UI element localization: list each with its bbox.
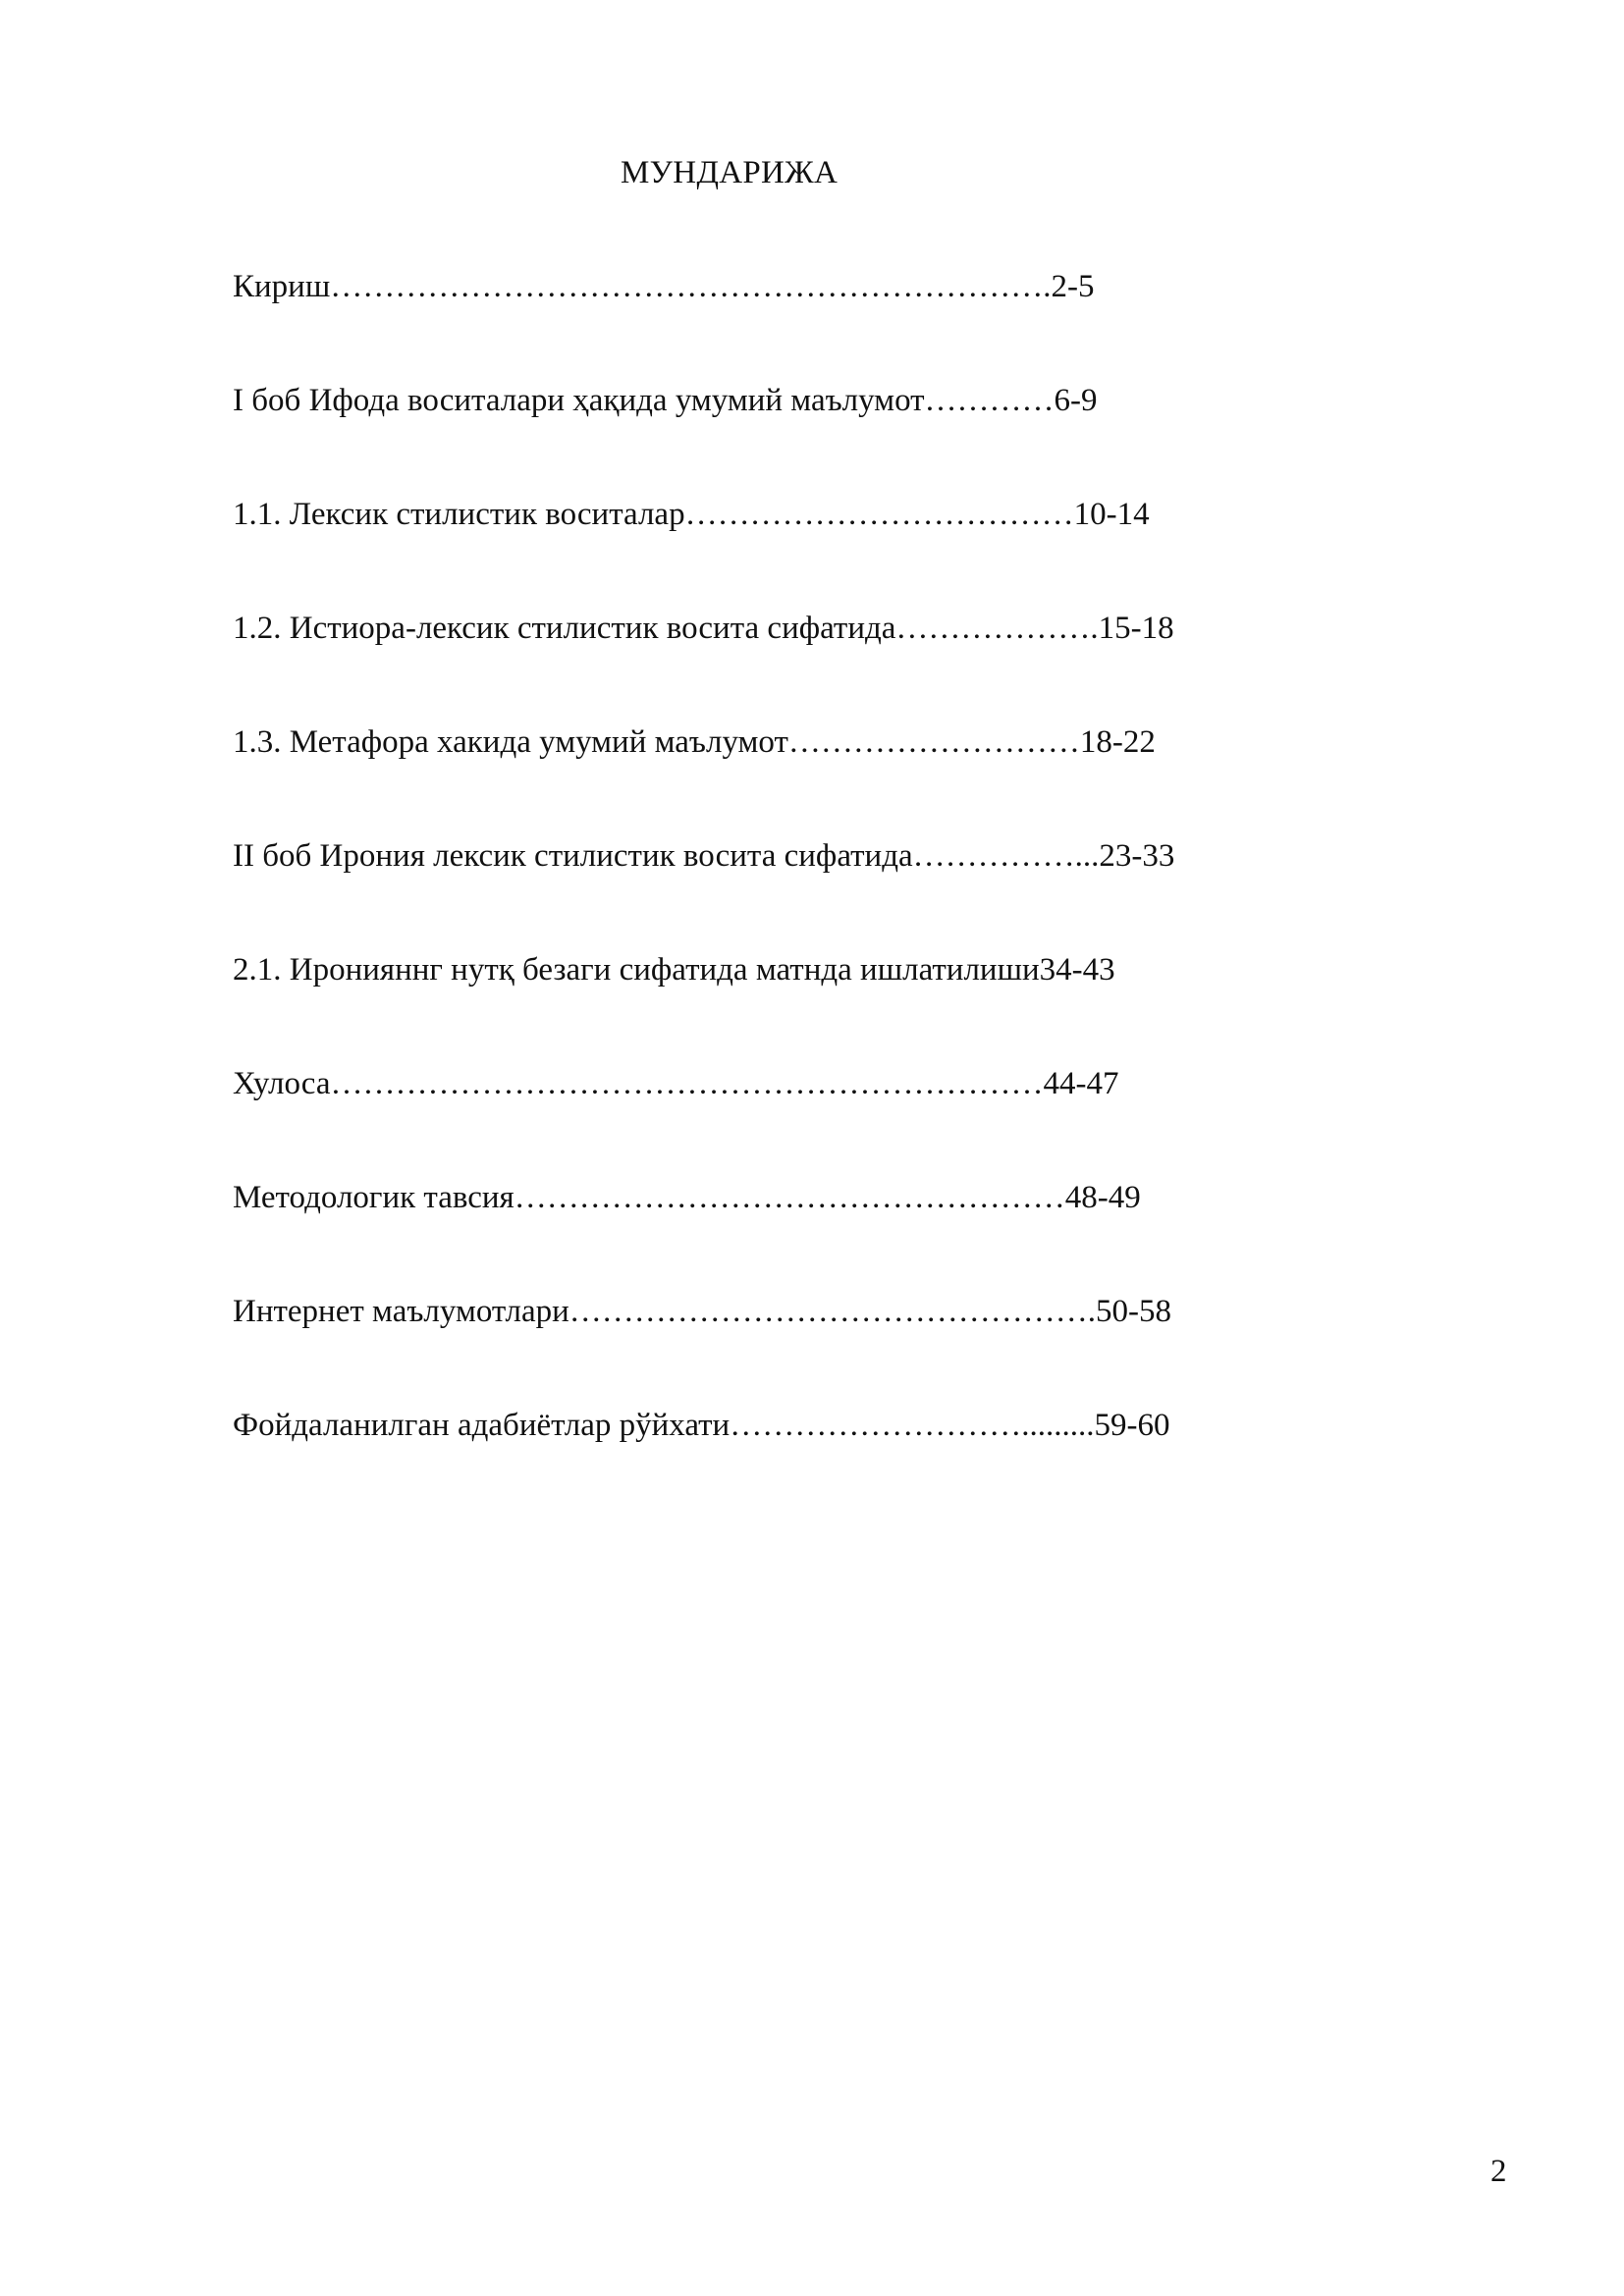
toc-entry-conclusion: Хулоса…………………………………………………………44-47: [233, 1066, 1119, 1101]
toc-title: МУНДАРИЖА: [621, 155, 839, 190]
toc-entry-bibliography: Фойдаланилган адабиётлар рўйхати……………………….........59-60: [233, 1408, 1170, 1443]
toc-entry-section-1-1: 1.1. Лексик стилистик воситалар………………………………10-14: [233, 497, 1150, 532]
toc-entry-introduction: Кириш………………………………………………………….2-5: [233, 269, 1095, 304]
toc-entry-internet-sources: Интернет маълумотлари………………………………………….50-58: [233, 1294, 1172, 1329]
toc-entry-chapter-2: II боб Ирония лексик стилистик восита сифатида……………...23-33: [233, 838, 1175, 874]
toc-entry-section-1-3: 1.3. Метафора хакида умумий маълумот………………………18-22: [233, 724, 1156, 760]
toc-entry-section-2-1: 2.1. Иронияннг нутқ безаги сифатида матнда ишлатилиши34-43: [233, 952, 1115, 988]
toc-entry-chapter-1: I боб Ифода воситалари ҳақида умумий маълумот…………6-9: [233, 383, 1098, 418]
toc-entry-methodology: Методологик тавсия……………………………………………48-49: [233, 1180, 1141, 1215]
toc-list: [233, 267, 1313, 1520]
toc-entry-section-1-2: 1.2. Истиора-лексик стилистик восита сифатида……………….15-18: [233, 611, 1174, 646]
page-number: 2: [1490, 2154, 1507, 2189]
